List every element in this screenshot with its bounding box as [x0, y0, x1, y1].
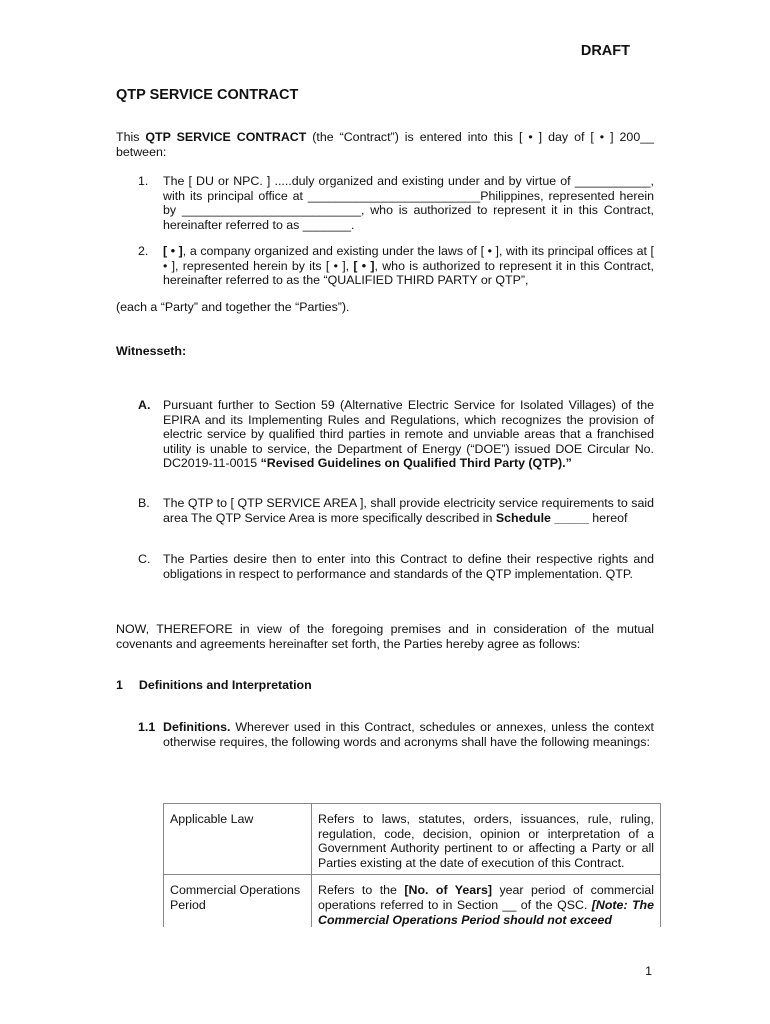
- recital-b-label: B.: [138, 496, 150, 510]
- definitions-table: [163, 803, 661, 927]
- recital-c-text: The Parties desire then to enter into this Contract to define their respective rights and obligations in respect to performance and standards of the QTP implementation. QTP.: [163, 552, 654, 581]
- party-1-number: 1.: [138, 174, 149, 188]
- recital-b-text: The QTP to [ QTP SERVICE AREA ], shall provide electricity service requirements to said area The QTP Service Area is more specifically described in Schedule _____ hereof: [163, 496, 654, 525]
- intro-paragraph: This QTP SERVICE CONTRACT (the “Contract”) is entered into this [ • ] day of [ • ] 200__ between:: [116, 130, 654, 159]
- witnesseth-heading: Witnesseth:: [116, 344, 187, 358]
- definition-meaning: Refers to laws, statutes, orders, issuances, rule, ruling, regulation, code, decision, opinion or interpretation of a Government Authority pertinent to or affecting a Party or all Parties existing at the date of execution of this Contract.: [312, 804, 661, 875]
- draft-label: DRAFT: [580, 43, 630, 59]
- each-party-note: (each a “Party” and together the “Parties”).: [116, 300, 350, 314]
- page-number: 1: [645, 964, 652, 978]
- now-therefore-paragraph: NOW, THEREFORE in view of the foregoing premises and in consideration of the mutual covenants and agreements hereinafter set forth, the Parties hereby agree as follows:: [116, 622, 654, 651]
- recital-c-label: C.: [138, 552, 151, 566]
- definition-term: Applicable Law: [164, 804, 312, 875]
- document-title: QTP SERVICE CONTRACT: [116, 87, 299, 103]
- recital-a-label: A.: [138, 398, 151, 412]
- table-row: [164, 875, 661, 927]
- party-2-number: 2.: [138, 244, 149, 258]
- table-row: [164, 804, 661, 875]
- definition-term: Commercial Operations Period: [164, 875, 312, 927]
- party-2-text: [ • ], a company organized and existing under the laws of [ • ], with its principal offices at [ • ], represented herein by its [ • ], [ • ], who is authorized to represent it in this Contract, hereinafter referred to as the “QUALIFIED THIRD PARTY or QTP”,: [163, 244, 654, 288]
- party-1-text: The [ DU or NPC. ] .....duly organized and existing under and by virtue of ___________, with its principal office at _________________________Philippines, represented herein by __________________________, who is authorized to represent it in this Contract, hereinafter referred to as _______.: [163, 174, 654, 232]
- section-1-1-number: 1.1: [138, 720, 156, 734]
- definition-meaning: Refers to the [No. of Years] year period of commercial operations referred to in Section __ of the QSC. [Note: The Commercial Operations Period should not exceed: [312, 875, 661, 927]
- recital-a-text: Pursuant further to Section 59 (Alternative Electric Service for Isolated Villages) of the EPIRA and its Implementing Rules and Regulations, which recognizes the provision of electric service by qualified third parties in remote and unviable areas that a franchised utility is unable to service, the Department of Energy (“DOE”) issued DOE Circular No. DC2019-11-0015 “Revised Guidelines on Qualified Third Party (QTP).”: [163, 398, 654, 471]
- definitions-bold-label: Definitions.: [163, 720, 231, 734]
- section-1-heading: 1 Definitions and Interpretation: [116, 678, 312, 692]
- definitions-intro: Definitions. Wherever used in this Contract, schedules or annexes, unless the context otherwise requires, the following words and acronyms shall have the following meanings:: [163, 720, 654, 749]
